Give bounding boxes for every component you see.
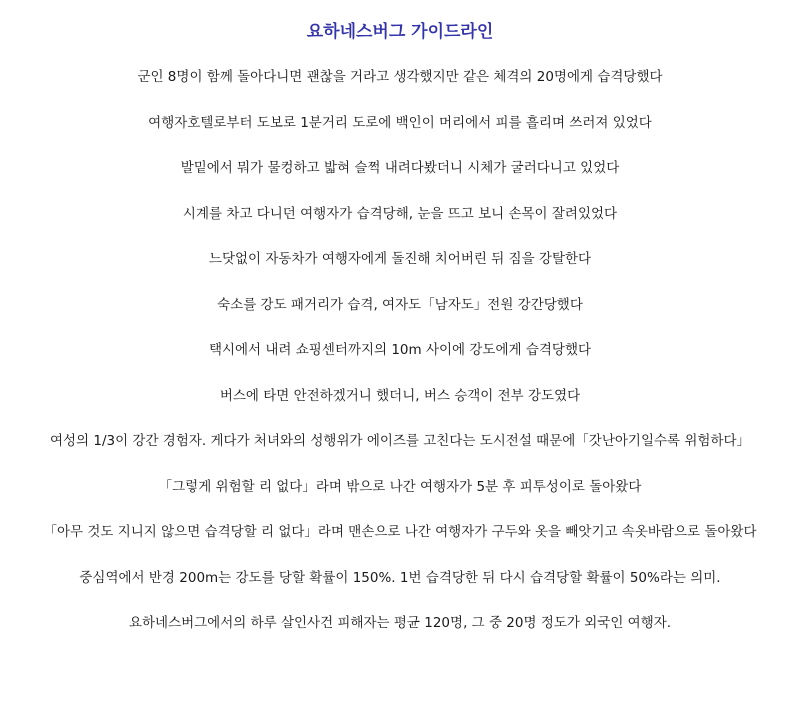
page-title: 요하네스버그 가이드라인 bbox=[306, 22, 494, 42]
guideline-item-1: 군인 8명이 함께 돌아다니면 괜찮을 거라고 생각했지만 같은 체격의 20명에게 습격당했다 bbox=[137, 69, 663, 85]
guideline-item-5: 느닷없이 자동차가 여행자에게 돌진해 치어버린 뒤 짐을 강탈한다 bbox=[208, 251, 592, 267]
guideline-item-3: 발밑에서 뭐가 물컹하고 밟혀 슬쩍 내려다봤더니 시체가 굴러다니고 있었다 bbox=[180, 160, 620, 176]
guideline-item-9: 여성의 1/3이 강간 경험자. 게다가 처녀와의 성행위가 에이즈를 고친다는 도시전설 때문에「갓난아기일수록 위험하다」 bbox=[49, 433, 751, 449]
guideline-item-12: 중심역에서 반경 200m는 강도를 당할 확률이 150%. 1번 습격당한 뒤 다시 습격당할 확률이 50%라는 의미. bbox=[79, 569, 721, 586]
guideline-item-8: 버스에 타면 안전하겠거니 했더니, 버스 승객이 전부 강도였다 bbox=[219, 387, 581, 404]
guideline-item-6: 숙소를 강도 패거리가 습격, 여자도「남자도」전원 강간당했다 bbox=[217, 296, 583, 313]
guideline-item-11: 「아무 것도 지니지 않으면 습격당할 리 없다」라며 맨손으로 나간 여행자가 구두와 옷을 빼앗기고 속옷바람으로 돌아왔다 bbox=[43, 524, 757, 540]
guideline-item-7: 택시에서 내려 쇼핑센터까지의 10m 사이에 강도에게 습격당했다 bbox=[208, 342, 592, 358]
guideline-item-13: 요하네스버그에서의 하루 살인사건 피해자는 평균 120명, 그 중 20명 정도가 외국인 여행자. bbox=[128, 615, 672, 631]
guideline-item-4: 시계를 차고 다니던 여행자가 습격당해, 눈을 뜨고 보니 손목이 잘려있었다 bbox=[182, 205, 618, 222]
guideline-item-2: 여행자호텔로부터 도보로 1분거리 도로에 백인이 머리에서 피를 흘리며 쓰러져 있었다 bbox=[148, 114, 652, 131]
guideline-item-10: 「그렇게 위험할 리 없다」라며 밖으로 나간 여행자가 5분 후 피투성이로 돌아왔다 bbox=[158, 478, 642, 495]
